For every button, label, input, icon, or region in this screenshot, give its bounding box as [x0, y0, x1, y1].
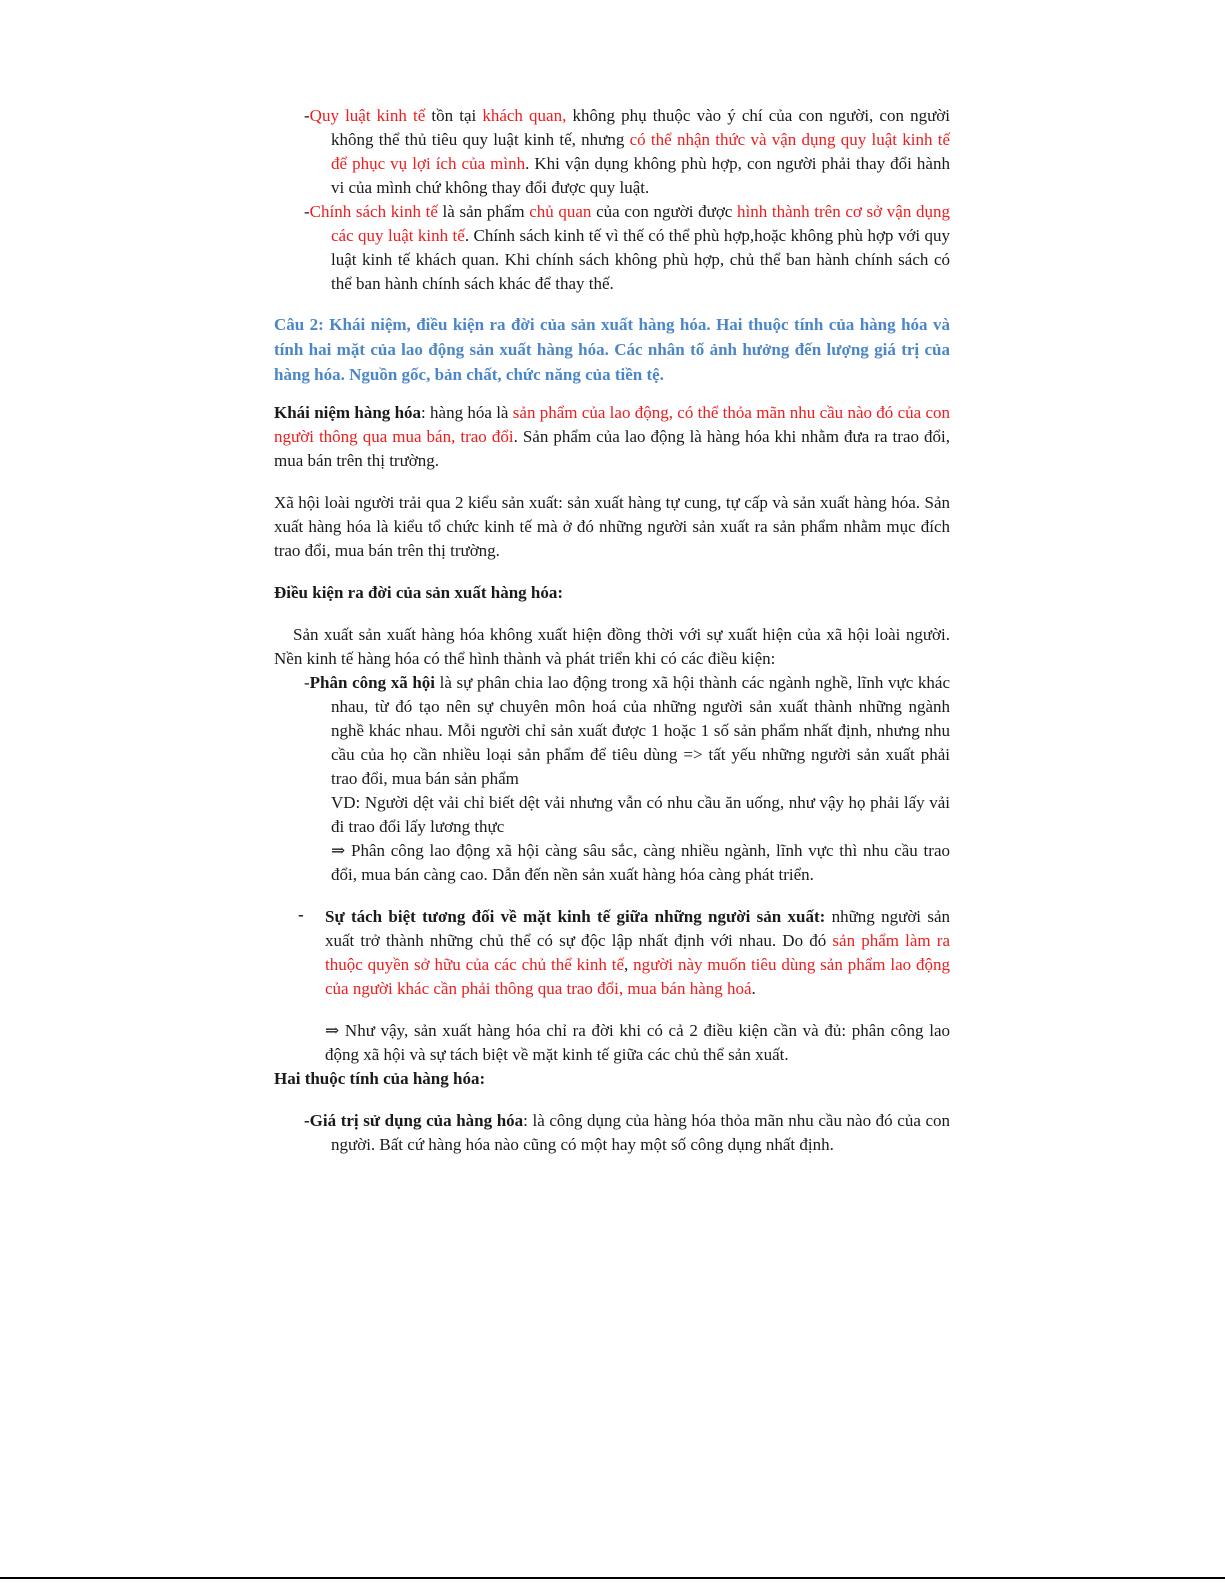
text-run: là sự phân chia lao động trong xã hội thành các ngành nghề, lĩnh vực khác nhau, từ đó tạo nên sự chuyên môn hoá của những người sản xuất thành những ngành nghề khác nhau. Mỗi người chỉ sản xuất được 1 hoặc 1 số sản phẩm nhất định, nhưng nhu cầu của họ cần nhiều loại sản phẩm để tiêu dùng => tất yếu những người sản xuất phải trao đổi, mua bán sản phẩm	[331, 673, 950, 788]
highlight-run: có thể nhận thức và vận dụng quy luật kinh tế để phục vụ lợi ích của mình	[331, 130, 950, 173]
economic-law-term: Quy luật kinh tế	[309, 106, 426, 125]
economic-separation-item	[298, 905, 950, 1001]
text-run: ,	[624, 955, 634, 974]
text-run: những người sản xuất trở thành những chủ thể có sự độc lập nhất định với nhau. Do đó	[325, 907, 950, 950]
highlight-run: người này muốn tiêu dùng sản phẩm lao động của người khác cần phải thông qua trao đổi, mua bán hàng hoá	[325, 955, 950, 998]
highlight-run: hình thành trên cơ sở vận dụng các quy luật kinh tế	[331, 202, 951, 245]
division-conclusion: ⇒ Phân công lao động xã hội càng sâu sắc, càng nhiều ngành, lĩnh vực thì nhu cầu trao đổi, mua bán càng cao. Dẫn đến nền sản xuất hàng hóa càng phát triển.	[331, 841, 950, 884]
subjective-term: chủ quan	[529, 202, 592, 221]
division-example: VD: Người dệt vải chỉ biết dệt vải nhưng vẫn có nhu cầu ăn uống, như vậy họ phải lấy vải đi trao đổi lấy lương thực	[331, 793, 950, 836]
text-run: .	[751, 979, 756, 998]
page-bottom-border	[0, 1577, 1225, 1579]
economic-law-item	[304, 104, 950, 200]
text-run: . Khi vận dụng không phù hợp, con người phải thay đổi hành vi của mình chứ không thay đổi được quy luật.	[331, 154, 950, 197]
economic-policy-item	[304, 200, 950, 296]
commodity-concept-paragraph	[274, 401, 950, 473]
conditions-conclusion: ⇒ Như vậy, sản xuất hàng hóa chỉ ra đời khi có cả 2 điều kiện cần và đủ: phân công lao động xã hội và sự tách biệt về mặt kinh tế giữa các chủ thể sản xuất.	[325, 1021, 950, 1064]
dash: -	[304, 1111, 310, 1130]
text-run: của con người được	[591, 202, 737, 221]
objective-term: khách quan,	[482, 106, 567, 125]
text-run: tồn tại	[425, 106, 483, 125]
question-2-heading: Câu 2: Khái niệm, điều kiện ra đời của sản xuất hàng hóa. Hai thuộc tính của hàng hóa và tính hai mặt của lao động sản xuất hàng hóa. Các nhân tố ảnh hưởng đến lượng giá trị của hàng hóa. Nguồn gốc, bản chất, chức năng của tiền tệ.	[274, 315, 950, 384]
division-of-labor-text	[304, 671, 950, 791]
dash: -	[304, 106, 310, 125]
highlight-run: sản phẩm làm ra thuộc quyền sở hữu của các chủ thể kinh tế	[325, 931, 951, 974]
document-page	[274, 104, 950, 1157]
law-policy-list	[304, 104, 950, 296]
text-run: không phụ thuộc vào ý chí của con người, con người không thể thủ tiêu quy luật kinh tế, nhưng	[331, 106, 950, 149]
text-run: . Sản phẩm của lao động là hàng hóa khi nhằm đưa ra trao đổi, mua bán trên thị trường.	[274, 427, 950, 470]
use-value-label: Giá trị sử dụng của hàng hóa	[309, 1111, 524, 1130]
dash: -	[298, 905, 304, 924]
two-properties-heading: Hai thuộc tính của hàng hóa:	[274, 1069, 486, 1088]
separation-label: Sự tách biệt tương đối về mặt kinh tế giữa những người sản xuất:	[325, 907, 826, 926]
use-value-item	[304, 1109, 950, 1157]
economic-policy-term: Chính sách kinh tế	[309, 202, 438, 221]
dash: -	[304, 673, 310, 692]
dash: -	[304, 202, 310, 221]
division-of-labor-item	[304, 671, 950, 887]
highlight-run: sản phẩm của lao động, có thể thỏa mãn nhu cầu nào đó của con người thông qua mua bán, trao đổi	[274, 403, 950, 446]
text-run: : là công dụng của hàng hóa thỏa mãn nhu cầu nào đó của con người. Bất cứ hàng hóa nào cũng có một hay một số công dụng nhất định.	[331, 1111, 950, 1154]
economic-separation-text	[325, 905, 950, 1001]
text-run: : hàng hóa là	[421, 403, 513, 422]
conditions-intro: Sản xuất sản xuất hàng hóa không xuất hiện đồng thời với sự xuất hiện của xã hội loài người. Nền kinh tế hàng hóa có thể hình thành và phát triển khi có các điều kiện:	[274, 625, 950, 668]
use-value-text	[304, 1109, 950, 1157]
text-run: . Chính sách kinh tế vì thế có thể phù hợp,hoặc không phù hợp với quy luật kinh tế khách quan. Khi chính sách không phù hợp, chủ thể ban hành chính sách có thể ban hành chính sách khác để thay thế.	[331, 226, 950, 293]
concept-label: Khái niệm hàng hóa	[274, 403, 422, 422]
conditions-heading: Điều kiện ra đời của sản xuất hàng hóa:	[274, 583, 564, 602]
text-run: là sản phẩm	[437, 202, 530, 221]
division-label: Phân công xã hội	[309, 673, 436, 692]
society-production-paragraph: Xã hội loài người trải qua 2 kiểu sản xuất: sản xuất hàng tự cung, tự cấp và sản xuất hàng hóa. Sản xuất hàng hóa là kiểu tổ chức kinh tế mà ở đó những người sản xuất ra sản phẩm nhằm mục đích trao đổi, mua bán trên thị trường.	[274, 493, 950, 560]
